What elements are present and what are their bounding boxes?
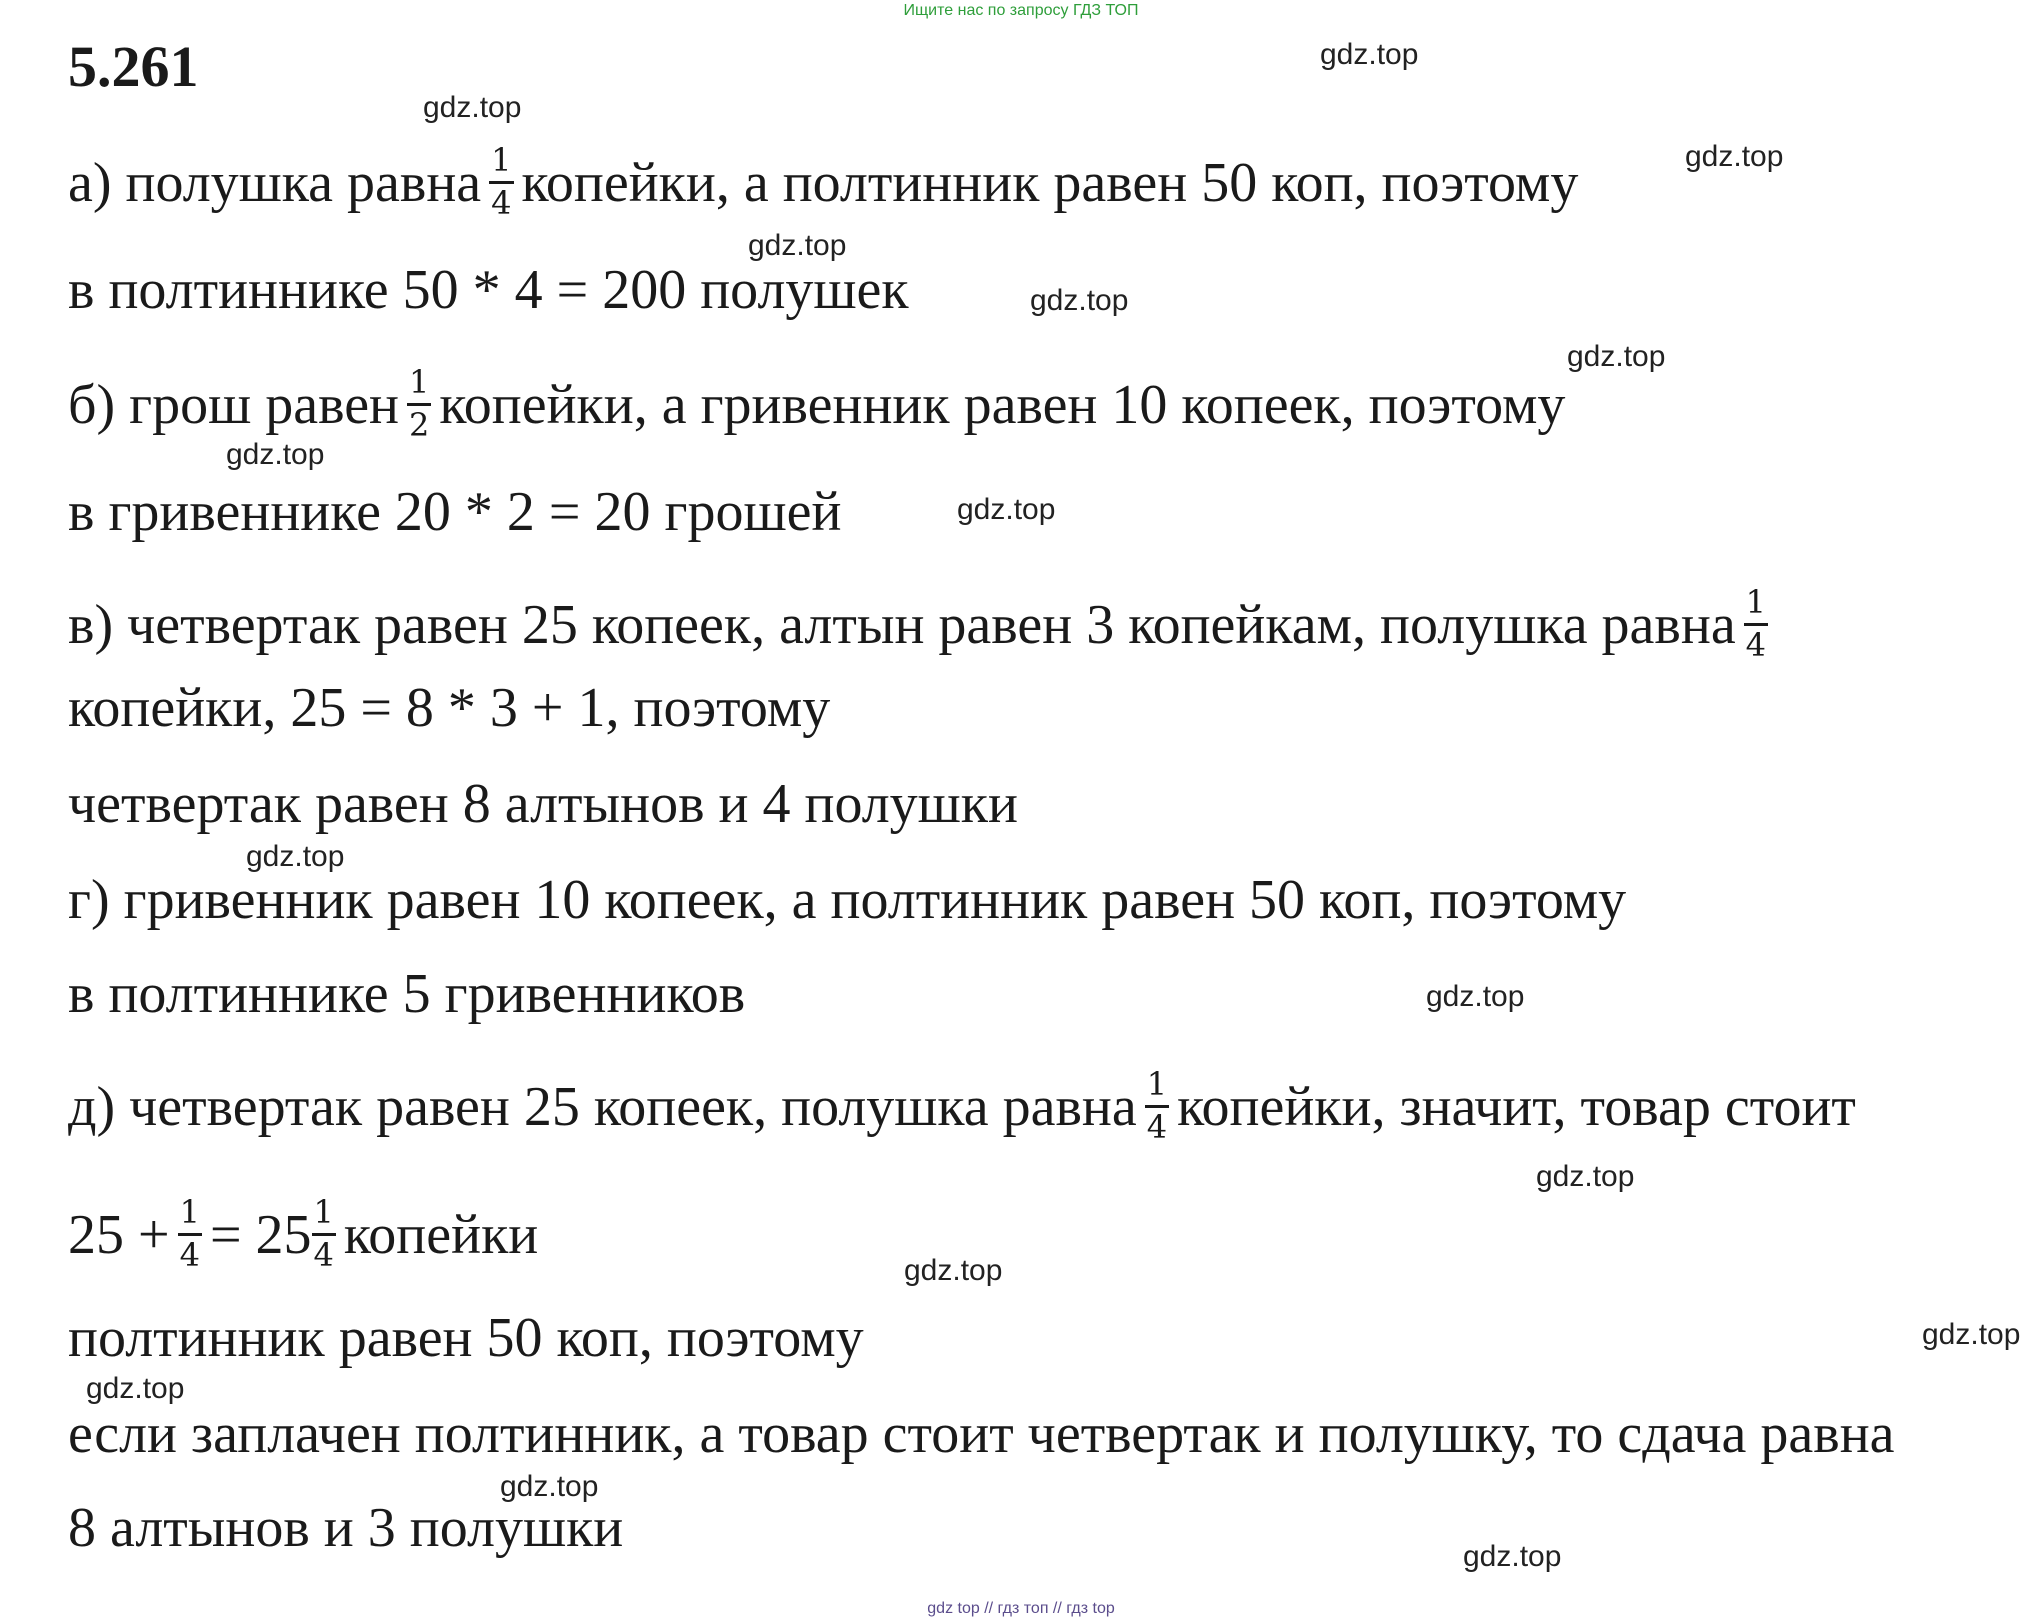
text-segment: в) четвертак равен 25 копеек, алтын равен 3 копейкам, полушка равна xyxy=(68,593,1736,656)
watermark: gdz.top xyxy=(500,1470,599,1503)
solution-line-d2 xyxy=(68,1193,539,1278)
watermark: gdz.top xyxy=(748,229,847,262)
solution-line-v1 xyxy=(68,583,1776,668)
fraction-numerator: 1 xyxy=(178,1196,202,1236)
watermark: gdz.top xyxy=(1536,1160,1635,1193)
fraction-denominator: 4 xyxy=(1745,625,1767,664)
watermark: gdz.top xyxy=(246,840,345,873)
watermark: gdz.top xyxy=(86,1372,185,1405)
watermark: gdz.top xyxy=(226,438,325,471)
fraction xyxy=(489,141,513,222)
text-segment: д) четвертак равен 25 копеек, полушка равна xyxy=(68,1075,1137,1138)
solution-line-a1 xyxy=(68,141,1579,226)
solution-line-d5: 8 алтынов и 3 полушки xyxy=(68,1497,624,1559)
watermark: gdz.top xyxy=(1426,980,1525,1013)
watermark: gdz.top xyxy=(957,493,1056,526)
watermark: gdz.top xyxy=(1030,284,1129,317)
solution-line-d3: полтинник равен 50 коп, поэтому xyxy=(68,1307,864,1369)
fraction-numerator: 1 xyxy=(1145,1068,1169,1108)
text-segment: = 25 xyxy=(209,1203,312,1266)
watermark: gdz.top xyxy=(1922,1318,2021,1351)
footer-note: gdz top // гдз топ // гдз top xyxy=(927,1600,1115,1617)
fraction xyxy=(1145,1065,1169,1146)
fraction-denominator: 4 xyxy=(313,1235,334,1274)
solution-line-b1 xyxy=(68,363,1566,448)
fraction-denominator: 2 xyxy=(409,405,430,444)
text-segment: копейки xyxy=(343,1203,539,1266)
watermark: gdz.top xyxy=(1320,38,1419,71)
solution-line-b2: в гривеннике 20 * 2 = 20 грошей xyxy=(68,481,842,543)
text-segment: б) грош равен xyxy=(68,373,400,436)
solution-line-v2: копейки, 25 = 8 * 3 + 1, поэтому xyxy=(68,677,831,739)
fraction-numerator: 1 xyxy=(407,366,431,406)
text-segment: а) полушка равна xyxy=(68,151,482,214)
watermark: gdz.top xyxy=(1463,1540,1562,1573)
watermark: gdz.top xyxy=(904,1254,1003,1287)
text-segment: 25 + xyxy=(68,1203,170,1266)
watermark: gdz.top xyxy=(1567,340,1666,373)
fraction-numerator: 1 xyxy=(1744,586,1768,626)
fraction xyxy=(178,1193,202,1274)
watermark: gdz.top xyxy=(423,91,522,124)
fraction-numerator: 1 xyxy=(489,144,513,184)
solution-line-v3: четвертак равен 8 алтынов и 4 полушки xyxy=(68,773,1018,835)
solution-line-d1 xyxy=(68,1065,1856,1150)
task-number: 5.261 xyxy=(68,34,199,99)
fraction xyxy=(1744,583,1768,664)
solution-line-a2: в полтиннике 50 * 4 = 200 полушек xyxy=(68,259,909,321)
fraction-denominator: 4 xyxy=(1146,1107,1168,1146)
fraction-denominator: 4 xyxy=(179,1235,200,1274)
header-search-note: Ищите нас по запросу ГДЗ ТОП xyxy=(903,2,1139,19)
fraction xyxy=(312,1193,336,1274)
fraction-denominator: 4 xyxy=(491,183,512,222)
solution-line-g2: в полтиннике 5 гривенников xyxy=(68,963,746,1025)
text-segment: копейки, значит, товар стоит xyxy=(1177,1075,1856,1138)
text-segment: копейки, а гривенник равен 10 копеек, поэтому xyxy=(439,373,1566,436)
solution-line-d4: если заплачен полтинник, а товар стоит четвертак и полушку, то сдача равна xyxy=(68,1403,1895,1465)
fraction xyxy=(407,363,431,444)
solution-line-g1: г) гривенник равен 10 копеек, а полтинник равен 50 коп, поэтому xyxy=(68,869,1627,931)
watermark: gdz.top xyxy=(1685,140,1784,173)
text-segment: копейки, а полтинник равен 50 коп, поэтому xyxy=(521,151,1579,214)
fraction-numerator: 1 xyxy=(312,1196,336,1236)
